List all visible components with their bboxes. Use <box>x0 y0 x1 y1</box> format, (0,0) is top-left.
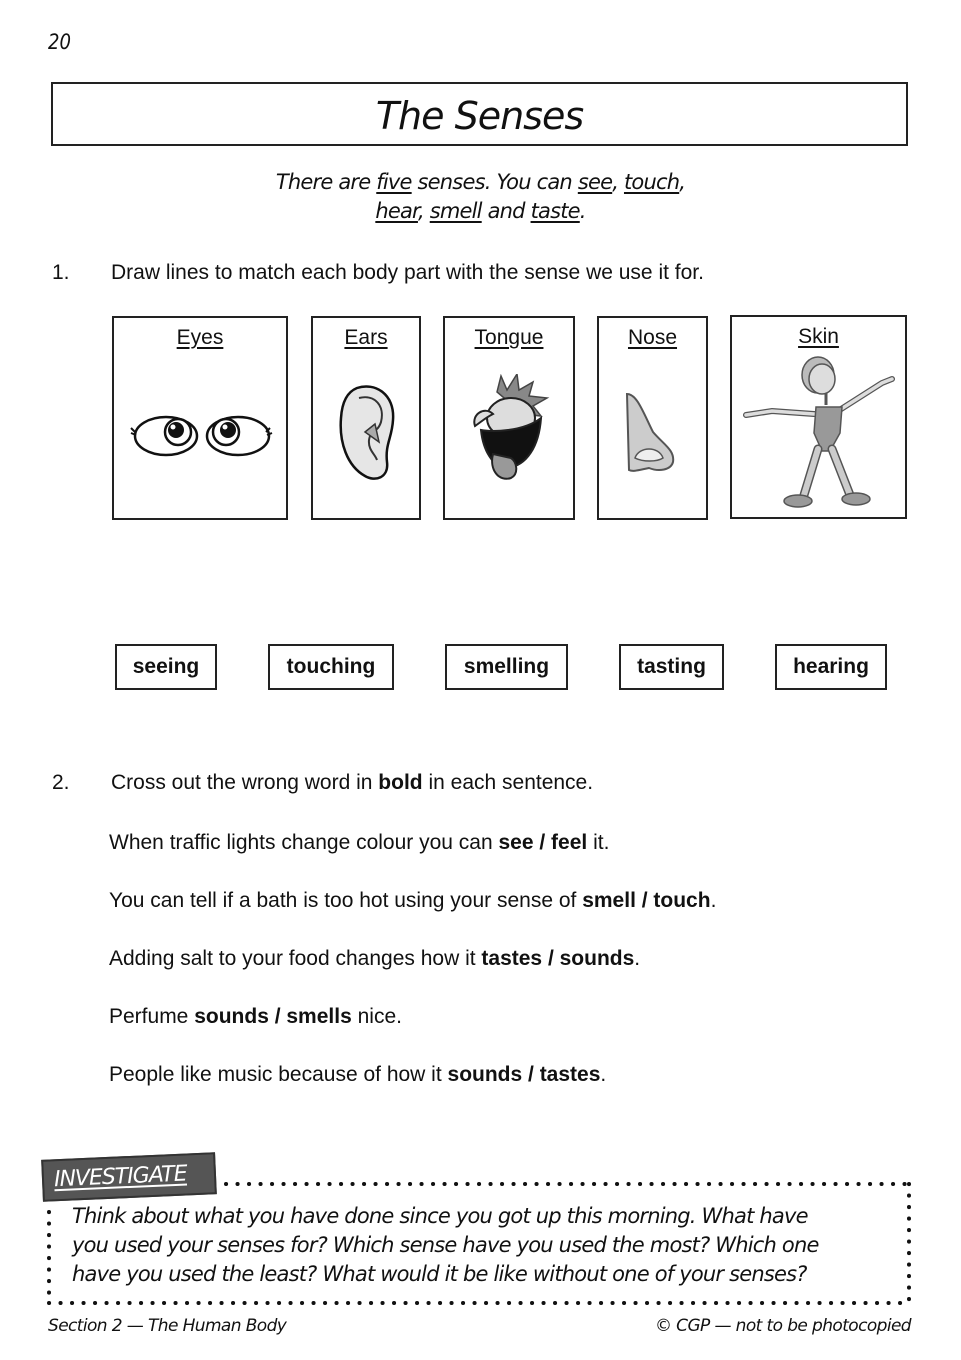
word-choice[interactable]: smell / touch <box>582 889 711 912</box>
sentence-text: Perfume <box>109 1005 195 1028</box>
sentence-text: . <box>634 947 641 970</box>
card-label-skin: Skin <box>798 325 839 348</box>
intro-underlined-taste: taste <box>530 199 580 223</box>
sense-box-seeing[interactable]: seeing <box>115 644 217 690</box>
question-2-text-part: in each sentence. <box>422 771 594 794</box>
intro-underlined-touch: touch <box>623 170 680 194</box>
investigate-line-1: Think about what you have done since you got up this morning. What have <box>72 1204 808 1228</box>
investigate-line-3: have you used the least? What would it be like without one of your senses? <box>72 1262 807 1286</box>
sense-box-touching[interactable]: touching <box>268 644 394 690</box>
card-label-eyes: Eyes <box>176 326 224 349</box>
ear-icon <box>335 384 401 484</box>
intro-underlined-hear: hear <box>375 199 418 223</box>
sentence-text: . <box>600 1063 607 1086</box>
question-1-text: Draw lines to match each body part with the sense we use it for. <box>111 261 704 284</box>
sense-box-tasting[interactable]: tasting <box>619 644 724 690</box>
intro-text: senses. You can <box>411 170 578 194</box>
intro-text: , <box>417 199 430 223</box>
intro-underlined-five: five <box>376 170 412 194</box>
card-skin[interactable] <box>730 315 907 519</box>
intro-text: and <box>481 199 531 223</box>
nose-icon <box>623 392 683 472</box>
investigate-tag <box>41 1152 217 1202</box>
word-choice[interactable]: see / feel <box>498 831 588 854</box>
card-ears[interactable] <box>311 316 421 520</box>
question-1-number: 1. <box>52 261 70 284</box>
sentence-text: People like music because of how it <box>109 1063 448 1086</box>
card-eyes[interactable] <box>112 316 288 520</box>
sentence-text: nice. <box>351 1005 402 1028</box>
investigate-line-2: you used your senses for? Which sense have you used the most? Which one <box>72 1233 819 1257</box>
intro-line-1 <box>0 170 961 194</box>
eyes-icon <box>126 404 278 464</box>
intro-text: , <box>679 170 686 194</box>
sentence-text: Adding salt to your food changes how it <box>109 947 482 970</box>
sentence-3 <box>109 947 640 971</box>
person-icon <box>742 355 902 515</box>
sentence-text: . <box>710 889 717 912</box>
card-label-tongue: Tongue <box>474 326 544 349</box>
question-2-text-part: Cross out the wrong word in <box>111 771 379 794</box>
question-2-text <box>111 771 593 795</box>
question-2-number: 2. <box>52 771 70 794</box>
card-label-nose: Nose <box>627 326 678 349</box>
footer-copyright: © CGP — not to be photocopied <box>654 1316 911 1336</box>
sentence-4 <box>109 1005 402 1029</box>
question-2-bold-word: bold <box>378 771 423 794</box>
sentence-text: When traffic lights change colour you can <box>109 831 499 854</box>
word-choice[interactable]: sounds / smells <box>194 1005 352 1028</box>
card-tongue[interactable] <box>443 316 575 520</box>
page-title: The Senses <box>375 94 584 138</box>
word-choice[interactable]: tastes / sounds <box>481 947 635 970</box>
page-number: 20 <box>48 30 71 54</box>
sense-box-smelling[interactable]: smelling <box>445 644 568 690</box>
sentence-1 <box>109 831 609 855</box>
intro-text: . <box>579 199 586 223</box>
sentence-2 <box>109 889 716 913</box>
sentence-text: You can tell if a bath is too hot using your sense of <box>109 889 583 912</box>
sentence-text: it. <box>587 831 610 854</box>
footer-section: Section 2 — The Human Body <box>48 1316 287 1336</box>
intro-underlined-see: see <box>577 170 613 194</box>
investigate-label: INVESTIGATE <box>53 1161 188 1193</box>
card-nose[interactable] <box>597 316 708 520</box>
sense-box-hearing[interactable]: hearing <box>775 644 887 690</box>
card-label-ears: Ears <box>344 326 388 349</box>
intro-underlined-smell: smell <box>429 199 482 223</box>
tongue-face-icon <box>467 374 555 492</box>
intro-line-2 <box>0 199 961 223</box>
word-choice[interactable]: sounds / tastes <box>447 1063 601 1086</box>
intro-text: There are <box>275 170 377 194</box>
sentence-5 <box>109 1063 606 1087</box>
title-box <box>51 82 908 146</box>
intro-text: , <box>612 170 624 194</box>
